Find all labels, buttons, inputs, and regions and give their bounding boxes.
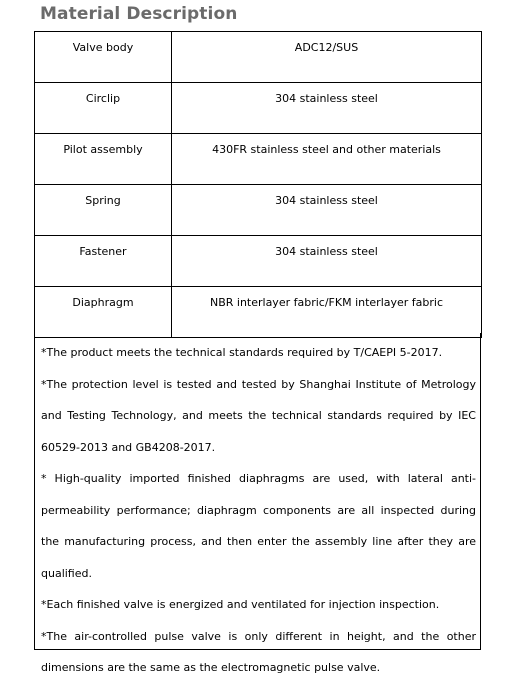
notes-box [34,333,481,674]
part-cell: Circlip [35,83,172,134]
part-cell: Valve body [35,32,172,83]
material-cell: 304 stainless steel [172,236,482,287]
note-protection-level: *The protection level is tested and tested by Shanghai Institute of Metrology and Testing Technology, and meets the technical standards required by IEC 60529-2013 and GB4208-2017. [41,377,476,454]
part-cell: Fastener [35,236,172,287]
materials-table [34,31,482,338]
note-diaphragm: * High-quality imported finished diaphragms are used, with lateral anti-permeability performance; diaphragm components are all inspected during the manufacturing process, and then enter the assembly line after they are qualified. [41,472,476,580]
material-cell: 304 stainless steel [172,185,482,236]
material-cell: 430FR stainless steel and other materials [172,134,482,185]
material-cell: 304 stainless steel [172,83,482,134]
material-cell: NBR interlayer fabric/FKM interlayer fabric [172,287,482,338]
table-row [35,32,482,83]
table-row [35,134,482,185]
part-cell: Pilot assembly [35,134,172,185]
table-row [35,83,482,134]
note-air-controlled: *The air-controlled pulse valve is only different in height, and the other dimensions are the same as the electromagnetic pulse valve. [41,629,476,674]
table-row [35,236,482,287]
page-title: Material Description [40,4,238,24]
part-cell: Diaphragm [35,287,172,338]
note-inspection: *Each finished valve is energized and ventilated for injection inspection. [41,598,440,611]
part-cell: Spring [35,185,172,236]
table-row [35,185,482,236]
table-row [35,287,482,338]
note-standard: *The product meets the technical standards required by T/CAEPI 5-2017. [41,346,443,359]
material-cell: ADC12/SUS [172,32,482,83]
